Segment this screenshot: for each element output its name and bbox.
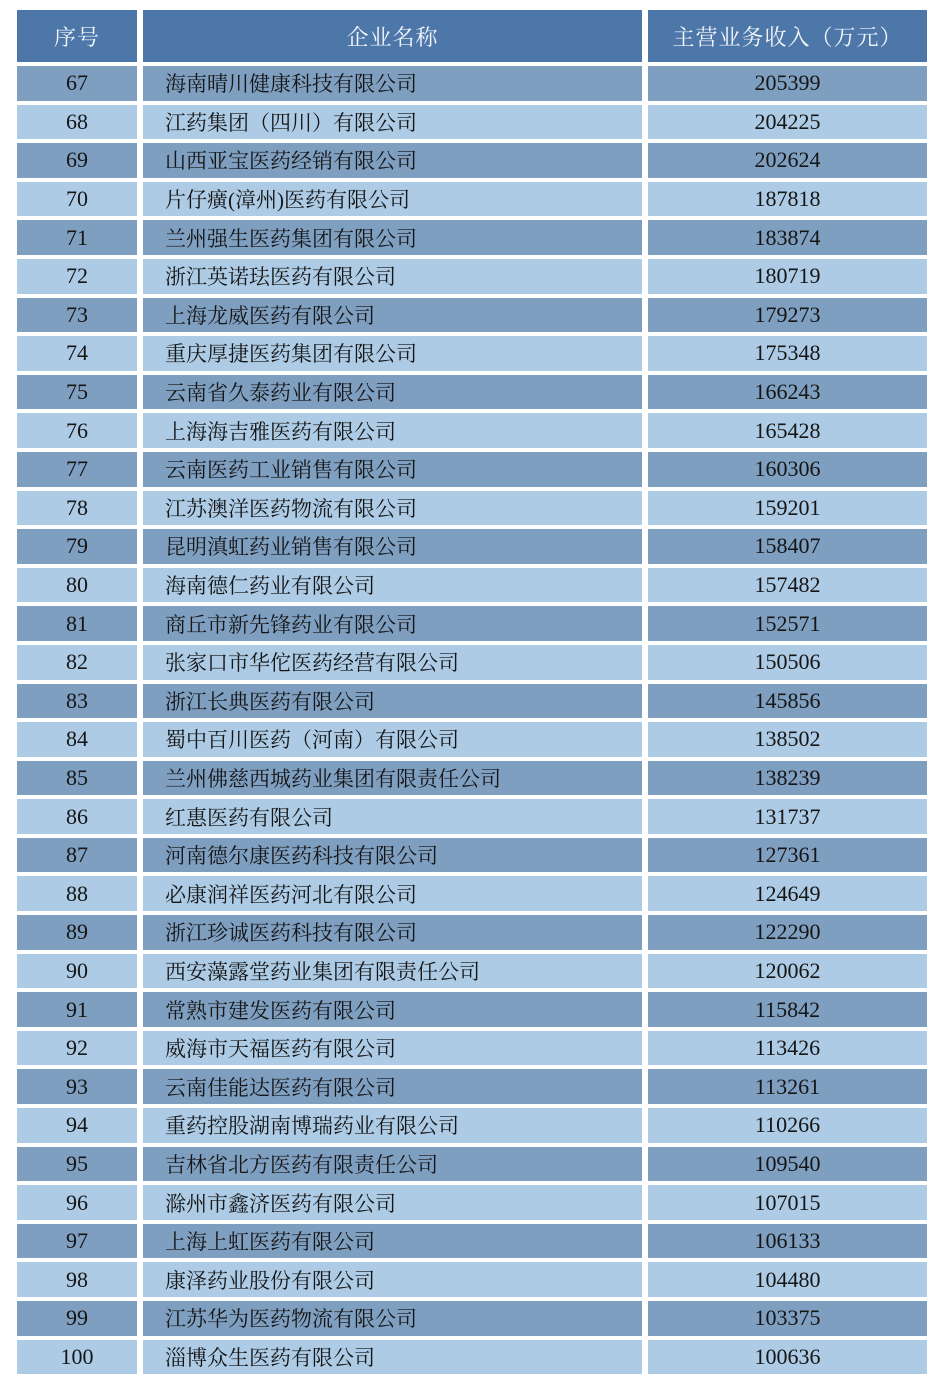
rank-cell: 88 <box>17 876 137 911</box>
table-row <box>17 1301 927 1336</box>
revenue-cell: 104480 <box>648 1262 927 1297</box>
company-cell: 重庆厚捷医药集团有限公司 <box>143 336 642 371</box>
company-cell: 常熟市建发医药有限公司 <box>143 992 642 1027</box>
rank-cell: 70 <box>17 182 137 217</box>
revenue-cell: 124649 <box>648 876 927 911</box>
table-row <box>17 259 927 294</box>
table-row <box>17 1108 927 1143</box>
revenue-cell: 106133 <box>648 1224 927 1259</box>
rank-cell: 95 <box>17 1147 137 1182</box>
revenue-cell: 115842 <box>648 992 927 1027</box>
company-cell: 威海市天福医药有限公司 <box>143 1031 642 1066</box>
company-cell: 康泽药业股份有限公司 <box>143 1262 642 1297</box>
revenue-cell: 180719 <box>648 259 927 294</box>
rank-cell: 69 <box>17 143 137 178</box>
rank-cell: 94 <box>17 1108 137 1143</box>
revenue-cell: 204225 <box>648 105 927 140</box>
table-row <box>17 66 927 101</box>
revenue-cell: 138239 <box>648 761 927 796</box>
rank-cell: 78 <box>17 491 137 526</box>
rank-cell: 96 <box>17 1185 137 1220</box>
company-cell: 淄博众生医药有限公司 <box>143 1340 642 1375</box>
table-row <box>17 606 927 641</box>
company-cell: 商丘市新先锋药业有限公司 <box>143 606 642 641</box>
table-row <box>17 1031 927 1066</box>
company-cell: 蜀中百川医药（河南）有限公司 <box>143 722 642 757</box>
table-row <box>17 722 927 757</box>
table-row <box>17 220 927 255</box>
table-row <box>17 336 927 371</box>
revenue-cell: 113261 <box>648 1069 927 1104</box>
revenue-cell: 175348 <box>648 336 927 371</box>
table-row <box>17 1185 927 1220</box>
column-header-company: 企业名称 <box>143 10 642 62</box>
rank-cell: 82 <box>17 645 137 680</box>
company-cell: 云南省久泰药业有限公司 <box>143 375 642 410</box>
table-row <box>17 1224 927 1259</box>
table-row <box>17 143 927 178</box>
revenue-cell: 113426 <box>648 1031 927 1066</box>
revenue-cell: 138502 <box>648 722 927 757</box>
table-row <box>17 876 927 911</box>
table-row <box>17 1069 927 1104</box>
rank-cell: 99 <box>17 1301 137 1336</box>
table-row <box>17 799 927 834</box>
table-row <box>17 105 927 140</box>
revenue-cell: 165428 <box>648 413 927 448</box>
rank-cell: 72 <box>17 259 137 294</box>
table-row <box>17 761 927 796</box>
revenue-cell: 127361 <box>648 838 927 873</box>
column-header-revenue: 主营业务收入（万元） <box>648 10 927 62</box>
rank-cell: 77 <box>17 452 137 487</box>
table-row <box>17 375 927 410</box>
ranking-table <box>17 10 927 1378</box>
rank-cell: 68 <box>17 105 137 140</box>
column-header-rank: 序号 <box>17 10 137 62</box>
company-cell: 滁州市鑫济医药有限公司 <box>143 1185 642 1220</box>
company-cell: 山西亚宝医药经销有限公司 <box>143 143 642 178</box>
table-body <box>17 66 927 1374</box>
company-cell: 河南德尔康医药科技有限公司 <box>143 838 642 873</box>
revenue-cell: 160306 <box>648 452 927 487</box>
table-row <box>17 1340 927 1375</box>
rank-cell: 67 <box>17 66 137 101</box>
company-cell: 上海上虹医药有限公司 <box>143 1224 642 1259</box>
revenue-cell: 187818 <box>648 182 927 217</box>
company-cell: 张家口市华佗医药经营有限公司 <box>143 645 642 680</box>
company-cell: 兰州强生医药集团有限公司 <box>143 220 642 255</box>
company-cell: 上海海吉雅医药有限公司 <box>143 413 642 448</box>
rank-cell: 92 <box>17 1031 137 1066</box>
rank-cell: 100 <box>17 1340 137 1375</box>
company-cell: 云南佳能达医药有限公司 <box>143 1069 642 1104</box>
company-cell: 片仔癀(漳州)医药有限公司 <box>143 182 642 217</box>
rank-cell: 83 <box>17 684 137 719</box>
table-row <box>17 491 927 526</box>
company-cell: 浙江珍诚医药科技有限公司 <box>143 915 642 950</box>
table-row <box>17 1262 927 1297</box>
rank-cell: 91 <box>17 992 137 1027</box>
company-cell: 吉林省北方医药有限责任公司 <box>143 1147 642 1182</box>
rank-cell: 89 <box>17 915 137 950</box>
company-cell: 必康润祥医药河北有限公司 <box>143 876 642 911</box>
revenue-cell: 166243 <box>648 375 927 410</box>
rank-cell: 84 <box>17 722 137 757</box>
rank-cell: 86 <box>17 799 137 834</box>
table-row <box>17 684 927 719</box>
revenue-cell: 159201 <box>648 491 927 526</box>
revenue-cell: 179273 <box>648 298 927 333</box>
company-cell: 上海龙威医药有限公司 <box>143 298 642 333</box>
rank-cell: 87 <box>17 838 137 873</box>
table-row <box>17 413 927 448</box>
table-row <box>17 298 927 333</box>
revenue-cell: 150506 <box>648 645 927 680</box>
company-cell: 云南医药工业销售有限公司 <box>143 452 642 487</box>
revenue-cell: 205399 <box>648 66 927 101</box>
rank-cell: 71 <box>17 220 137 255</box>
table-row <box>17 529 927 564</box>
table-row <box>17 645 927 680</box>
table-row <box>17 568 927 603</box>
rank-cell: 97 <box>17 1224 137 1259</box>
rank-cell: 98 <box>17 1262 137 1297</box>
table-row <box>17 838 927 873</box>
company-cell: 海南德仁药业有限公司 <box>143 568 642 603</box>
revenue-cell: 131737 <box>648 799 927 834</box>
table-row <box>17 992 927 1027</box>
rank-cell: 75 <box>17 375 137 410</box>
revenue-cell: 120062 <box>648 954 927 989</box>
revenue-cell: 103375 <box>648 1301 927 1336</box>
table-row <box>17 915 927 950</box>
rank-cell: 79 <box>17 529 137 564</box>
rank-cell: 73 <box>17 298 137 333</box>
company-cell: 江苏澳洋医药物流有限公司 <box>143 491 642 526</box>
revenue-cell: 109540 <box>648 1147 927 1182</box>
rank-cell: 81 <box>17 606 137 641</box>
rank-cell: 74 <box>17 336 137 371</box>
table-row <box>17 1147 927 1182</box>
table-row <box>17 182 927 217</box>
company-cell: 昆明滇虹药业销售有限公司 <box>143 529 642 564</box>
revenue-cell: 145856 <box>648 684 927 719</box>
company-cell: 江苏华为医药物流有限公司 <box>143 1301 642 1336</box>
company-cell: 西安藻露堂药业集团有限责任公司 <box>143 954 642 989</box>
rank-cell: 85 <box>17 761 137 796</box>
company-cell: 海南晴川健康科技有限公司 <box>143 66 642 101</box>
table-row <box>17 452 927 487</box>
company-cell: 重药控股湖南博瑞药业有限公司 <box>143 1108 642 1143</box>
revenue-cell: 183874 <box>648 220 927 255</box>
revenue-cell: 157482 <box>648 568 927 603</box>
company-cell: 红惠医药有限公司 <box>143 799 642 834</box>
rank-cell: 90 <box>17 954 137 989</box>
header-row <box>17 10 927 62</box>
revenue-cell: 100636 <box>648 1340 927 1375</box>
company-cell: 浙江英诺珐医药有限公司 <box>143 259 642 294</box>
revenue-cell: 202624 <box>648 143 927 178</box>
revenue-cell: 110266 <box>648 1108 927 1143</box>
company-cell: 浙江长典医药有限公司 <box>143 684 642 719</box>
company-cell: 江药集团（四川）有限公司 <box>143 105 642 140</box>
revenue-cell: 122290 <box>648 915 927 950</box>
rank-cell: 80 <box>17 568 137 603</box>
revenue-cell: 107015 <box>648 1185 927 1220</box>
revenue-cell: 158407 <box>648 529 927 564</box>
table-row <box>17 954 927 989</box>
rank-cell: 93 <box>17 1069 137 1104</box>
revenue-cell: 152571 <box>648 606 927 641</box>
rank-cell: 76 <box>17 413 137 448</box>
company-cell: 兰州佛慈西城药业集团有限责任公司 <box>143 761 642 796</box>
